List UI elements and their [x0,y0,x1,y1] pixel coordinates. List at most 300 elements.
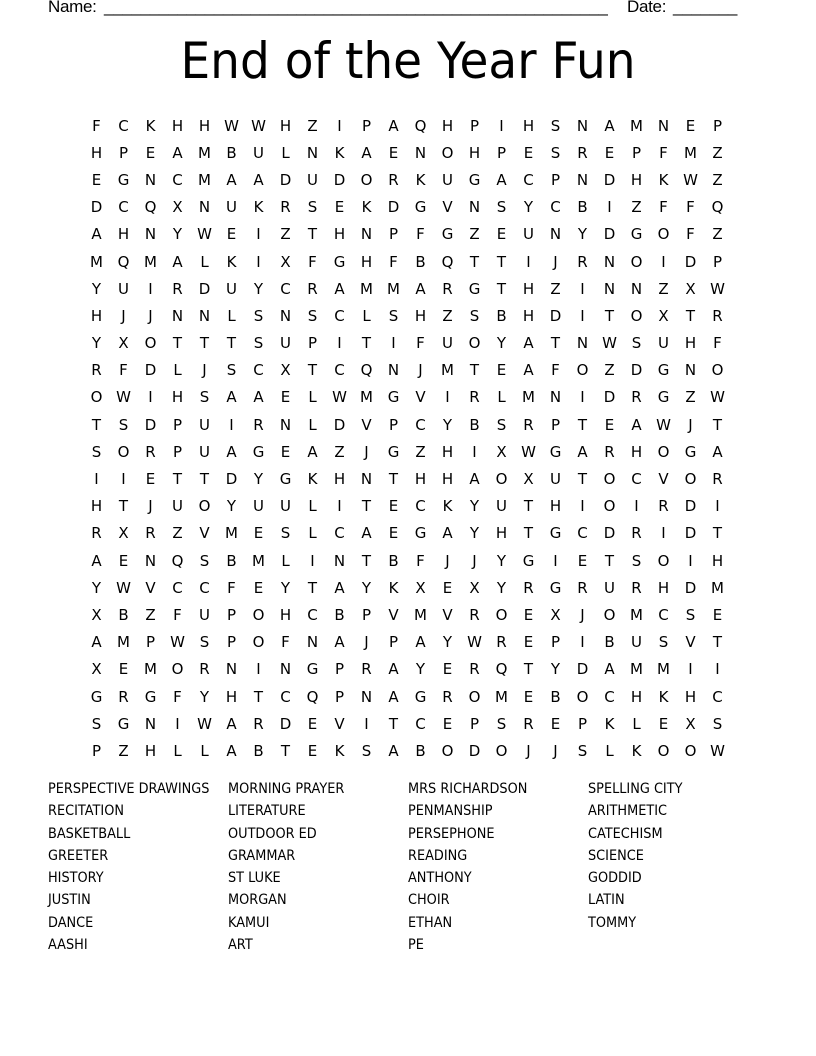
grid-letter[interactable]: R [307,279,318,298]
grid-letter[interactable]: Y [496,578,507,597]
grid-letter[interactable]: A [496,170,507,189]
grid-letter[interactable]: X [685,279,696,298]
grid-letter[interactable]: Q [495,660,508,679]
grid-letter[interactable]: F [119,361,128,380]
grid-letter[interactable]: Q [144,198,157,217]
grid-letter[interactable]: S [280,524,291,543]
grid-letter[interactable]: T [226,334,237,353]
grid-letter[interactable]: A [523,361,534,380]
grid-letter[interactable]: P [334,660,345,679]
grid-letter[interactable]: Z [172,524,183,543]
grid-letter[interactable]: W [710,279,725,298]
grid-letter[interactable]: L [173,361,182,380]
grid-letter[interactable]: Y [361,578,372,597]
grid-letter[interactable]: G [657,388,670,407]
grid-letter[interactable]: G [414,687,427,706]
grid-letter[interactable]: N [576,116,589,135]
grid-letter[interactable]: U [280,334,291,353]
grid-letter[interactable]: F [281,633,290,652]
grid-letter[interactable]: R [577,578,588,597]
grid-letter[interactable]: R [145,524,156,543]
grid-letter[interactable]: T [712,415,723,434]
grid-letter[interactable]: O [360,170,373,189]
grid-letter[interactable]: H [117,225,130,244]
grid-letter[interactable]: L [632,714,641,733]
grid-letter[interactable]: S [631,551,642,570]
grid-letter[interactable]: G [387,388,400,407]
grid-letter[interactable]: S [496,198,507,217]
grid-letter[interactable]: U [550,470,561,489]
grid-letter[interactable]: A [226,741,237,760]
grid-letter[interactable]: Z [658,279,669,298]
grid-letter[interactable]: E [523,633,534,652]
grid-letter[interactable]: T [118,497,129,516]
grid-letter[interactable]: Y [253,279,264,298]
grid-letter[interactable]: M [414,605,427,624]
grid-letter[interactable]: S [550,116,561,135]
grid-letter[interactable]: O [117,442,130,461]
grid-letter[interactable]: C [118,116,129,135]
grid-letter[interactable]: A [334,633,345,652]
grid-letter[interactable]: B [334,605,345,624]
grid-letter[interactable]: L [605,741,614,760]
grid-letter[interactable]: F [686,225,695,244]
grid-letter[interactable]: W [710,388,725,407]
grid-letter[interactable]: C [658,605,669,624]
grid-letter[interactable]: A [631,415,642,434]
grid-letter[interactable]: S [91,442,102,461]
grid-letter[interactable]: K [145,116,156,135]
grid-letter[interactable]: S [496,415,507,434]
grid-letter[interactable]: Q [171,551,184,570]
grid-letter[interactable]: H [441,442,454,461]
grid-letter[interactable]: D [603,388,616,407]
grid-letter[interactable]: C [280,279,291,298]
grid-letter[interactable]: V [442,198,453,217]
grid-letter[interactable]: E [523,605,534,624]
grid-letter[interactable]: E [604,415,615,434]
grid-letter[interactable]: D [468,741,481,760]
grid-letter[interactable]: Z [415,442,426,461]
grid-letter[interactable]: D [576,660,589,679]
grid-letter[interactable]: O [603,605,616,624]
grid-letter[interactable]: P [712,116,723,135]
grid-letter[interactable]: E [226,225,237,244]
grid-letter[interactable]: X [415,578,426,597]
grid-letter[interactable]: D [684,252,697,271]
grid-letter[interactable]: P [226,605,237,624]
grid-letter[interactable]: Q [117,252,130,271]
grid-letter[interactable]: R [496,633,507,652]
grid-letter[interactable]: D [630,361,643,380]
grid-letter[interactable]: W [251,116,266,135]
grid-letter[interactable]: U [253,143,264,162]
grid-letter[interactable]: R [577,143,588,162]
grid-letter[interactable]: E [550,714,561,733]
grid-letter[interactable]: E [523,687,534,706]
grid-letter[interactable]: E [280,442,291,461]
grid-letter[interactable]: T [523,497,534,516]
grid-letter[interactable]: H [144,741,157,760]
grid-letter[interactable]: D [603,170,616,189]
grid-letter[interactable]: E [388,497,399,516]
grid-letter[interactable]: E [523,143,534,162]
grid-letter[interactable]: I [553,551,558,570]
grid-letter[interactable]: U [631,633,642,652]
grid-letter[interactable]: A [442,524,453,543]
grid-letter[interactable]: K [442,497,453,516]
grid-letter[interactable]: Y [523,198,534,217]
grid-letter[interactable]: O [144,334,157,353]
grid-letter[interactable]: A [361,524,372,543]
grid-letter[interactable]: C [118,198,129,217]
grid-letter[interactable]: U [253,497,264,516]
grid-letter[interactable]: R [631,388,642,407]
grid-letter[interactable]: U [442,170,453,189]
grid-letter[interactable]: Q [360,361,373,380]
grid-letter[interactable]: A [334,578,345,597]
grid-letter[interactable]: A [388,687,399,706]
grid-letter[interactable]: H [657,578,670,597]
grid-letter[interactable]: Z [550,279,561,298]
grid-letter[interactable]: C [334,361,345,380]
grid-letter[interactable]: Z [442,306,453,325]
grid-letter[interactable]: B [253,741,264,760]
grid-letter[interactable]: Z [631,198,642,217]
grid-letter[interactable]: O [198,497,211,516]
grid-letter[interactable]: A [307,442,318,461]
grid-letter[interactable]: H [630,442,643,461]
grid-letter[interactable]: H [468,143,481,162]
grid-letter[interactable]: D [144,361,157,380]
grid-letter[interactable]: E [442,660,453,679]
grid-letter[interactable]: T [361,497,372,516]
grid-letter[interactable]: E [604,143,615,162]
grid-letter[interactable]: C [604,687,615,706]
grid-letter[interactable]: C [631,470,642,489]
grid-letter[interactable]: Z [145,605,156,624]
grid-letter[interactable]: I [607,198,612,217]
grid-letter[interactable]: O [630,252,643,271]
grid-letter[interactable]: M [198,143,211,162]
grid-letter[interactable]: Z [469,225,480,244]
grid-letter[interactable]: V [685,633,696,652]
grid-letter[interactable]: E [496,225,507,244]
grid-letter[interactable]: Z [334,442,345,461]
grid-letter[interactable]: C [172,578,183,597]
grid-letter[interactable]: W [197,225,212,244]
grid-letter[interactable]: K [388,578,399,597]
grid-letter[interactable]: S [91,714,102,733]
grid-letter[interactable]: D [549,306,562,325]
grid-letter[interactable]: G [549,524,562,543]
grid-letter[interactable]: O [657,741,670,760]
grid-letter[interactable]: N [603,252,616,271]
grid-letter[interactable]: S [118,415,129,434]
grid-letter[interactable]: H [684,687,697,706]
grid-letter[interactable]: M [198,170,211,189]
grid-letter[interactable]: R [631,524,642,543]
grid-letter[interactable]: T [496,252,507,271]
grid-letter[interactable]: G [117,170,130,189]
grid-letter[interactable]: I [337,497,342,516]
grid-letter[interactable]: F [173,687,182,706]
grid-letter[interactable]: J [121,306,126,325]
grid-letter[interactable]: M [252,551,265,570]
grid-letter[interactable]: A [604,660,615,679]
grid-letter[interactable]: C [334,306,345,325]
grid-letter[interactable]: I [472,442,477,461]
grid-letter[interactable]: G [90,687,103,706]
grid-letter[interactable]: Y [91,578,102,597]
grid-letter[interactable]: M [441,361,454,380]
grid-letter[interactable]: X [118,334,129,353]
grid-letter[interactable]: T [307,361,318,380]
grid-letter[interactable]: O [657,442,670,461]
grid-letter[interactable]: E [118,660,129,679]
grid-letter[interactable]: T [577,470,588,489]
grid-letter[interactable]: A [388,660,399,679]
grid-letter[interactable]: T [172,334,183,353]
grid-letter[interactable]: B [388,551,399,570]
grid-letter[interactable]: I [148,279,153,298]
grid-letter[interactable]: I [688,660,693,679]
grid-letter[interactable]: R [469,660,480,679]
grid-letter[interactable]: J [472,551,477,570]
grid-letter[interactable]: H [414,306,427,325]
grid-letter[interactable]: H [711,551,724,570]
grid-letter[interactable]: E [253,524,264,543]
grid-letter[interactable]: R [712,306,723,325]
grid-letter[interactable]: L [308,524,317,543]
grid-letter[interactable]: B [550,687,561,706]
grid-letter[interactable]: G [117,714,130,733]
grid-letter[interactable]: T [199,334,210,353]
grid-letter[interactable]: F [227,578,236,597]
grid-letter[interactable]: R [253,714,264,733]
grid-letter[interactable]: U [307,170,318,189]
grid-letter[interactable]: G [387,442,400,461]
grid-letter[interactable]: V [388,605,399,624]
grid-letter[interactable]: E [334,198,345,217]
grid-letter[interactable]: G [333,252,346,271]
grid-letter[interactable]: T [496,279,507,298]
grid-letter[interactable]: X [91,660,102,679]
grid-letter[interactable]: T [361,334,372,353]
grid-letter[interactable]: M [225,524,238,543]
grid-letter[interactable]: T [307,225,318,244]
grid-letter[interactable]: N [144,714,157,733]
grid-letter[interactable]: I [580,497,585,516]
grid-letter[interactable]: S [253,306,264,325]
grid-letter[interactable]: O [90,388,103,407]
grid-letter[interactable]: J [526,741,531,760]
grid-letter[interactable]: T [91,415,102,434]
grid-letter[interactable]: J [364,442,369,461]
grid-letter[interactable]: S [307,306,318,325]
grid-letter[interactable]: R [577,252,588,271]
grid-letter[interactable]: H [90,143,103,162]
grid-letter[interactable]: P [361,605,372,624]
grid-letter[interactable]: T [523,524,534,543]
grid-letter[interactable]: H [684,334,697,353]
grid-letter[interactable]: M [144,660,157,679]
grid-letter[interactable]: K [415,170,426,189]
grid-letter[interactable]: S [199,551,210,570]
grid-letter[interactable]: A [469,470,480,489]
grid-letter[interactable]: S [469,306,480,325]
grid-letter[interactable]: R [91,361,102,380]
grid-letter[interactable]: F [92,116,101,135]
grid-letter[interactable]: N [144,225,157,244]
grid-letter[interactable]: I [337,334,342,353]
grid-letter[interactable]: N [171,306,184,325]
grid-letter[interactable]: A [388,116,399,135]
grid-letter[interactable]: L [308,388,317,407]
grid-letter[interactable]: O [684,741,697,760]
grid-letter[interactable]: M [630,660,643,679]
grid-letter[interactable]: D [684,497,697,516]
grid-letter[interactable]: A [388,741,399,760]
grid-letter[interactable]: L [362,306,371,325]
grid-letter[interactable]: A [253,388,264,407]
grid-letter[interactable]: R [253,415,264,434]
grid-letter[interactable]: O [657,551,670,570]
grid-letter[interactable]: D [684,578,697,597]
grid-letter[interactable]: W [602,334,617,353]
grid-letter[interactable]: Z [118,741,129,760]
grid-letter[interactable]: H [522,306,535,325]
grid-letter[interactable]: E [307,741,318,760]
grid-letter[interactable]: T [685,306,696,325]
grid-letter[interactable]: R [91,524,102,543]
grid-letter[interactable]: H [171,116,184,135]
grid-letter[interactable]: A [172,143,183,162]
grid-letter[interactable]: D [333,415,346,434]
grid-letter[interactable]: R [172,279,183,298]
grid-letter[interactable]: Q [441,252,454,271]
grid-letter[interactable]: A [334,279,345,298]
grid-letter[interactable]: Z [280,225,291,244]
grid-letter[interactable]: F [416,334,425,353]
grid-letter[interactable]: I [445,388,450,407]
grid-letter[interactable]: Q [414,116,427,135]
grid-letter[interactable]: A [91,633,102,652]
grid-letter[interactable]: M [360,388,373,407]
grid-letter[interactable]: I [661,524,666,543]
grid-letter[interactable]: T [712,524,723,543]
grid-letter[interactable]: H [414,470,427,489]
grid-letter[interactable]: L [173,741,182,760]
grid-letter[interactable]: P [361,116,372,135]
grid-letter[interactable]: N [576,170,589,189]
grid-letter[interactable]: M [387,279,400,298]
grid-letter[interactable]: U [199,415,210,434]
grid-letter[interactable]: Y [199,687,210,706]
grid-letter[interactable]: G [414,198,427,217]
grid-letter[interactable]: Q [306,687,319,706]
grid-letter[interactable]: N [306,143,319,162]
grid-letter[interactable]: I [256,252,261,271]
grid-letter[interactable]: E [685,116,696,135]
grid-letter[interactable]: Y [496,551,507,570]
grid-letter[interactable]: T [469,252,480,271]
grid-letter[interactable]: I [580,388,585,407]
grid-letter[interactable]: N [144,170,157,189]
grid-letter[interactable]: I [715,497,720,516]
grid-letter[interactable]: G [684,442,697,461]
grid-letter[interactable]: M [630,605,643,624]
grid-letter[interactable]: R [712,470,723,489]
grid-letter[interactable]: L [200,741,209,760]
grid-letter[interactable]: N [414,143,427,162]
grid-letter[interactable]: Q [711,198,724,217]
grid-letter[interactable]: C [280,687,291,706]
grid-letter[interactable]: R [523,415,534,434]
grid-letter[interactable]: T [361,551,372,570]
grid-letter[interactable]: L [200,252,209,271]
grid-letter[interactable]: A [226,388,237,407]
grid-letter[interactable]: T [712,633,723,652]
grid-letter[interactable]: I [337,116,342,135]
grid-letter[interactable]: F [416,225,425,244]
grid-letter[interactable]: T [469,361,480,380]
grid-letter[interactable]: U [496,497,507,516]
grid-letter[interactable]: G [144,687,157,706]
grid-letter[interactable]: A [712,442,723,461]
grid-letter[interactable]: N [603,279,616,298]
grid-letter[interactable]: K [604,714,615,733]
grid-letter[interactable]: N [657,116,670,135]
grid-letter[interactable]: N [549,388,562,407]
grid-letter[interactable]: D [90,198,103,217]
grid-letter[interactable]: G [279,470,292,489]
grid-letter[interactable]: Z [712,225,723,244]
grid-letter[interactable]: T [604,306,615,325]
grid-letter[interactable]: R [658,497,669,516]
grid-letter[interactable]: C [415,714,426,733]
grid-letter[interactable]: M [711,578,724,597]
grid-letter[interactable]: Y [415,660,426,679]
grid-letter[interactable]: G [657,361,670,380]
grid-letter[interactable]: T [604,551,615,570]
grid-letter[interactable]: U [523,225,534,244]
grid-letter[interactable]: Y [280,578,291,597]
grid-letter[interactable]: A [226,442,237,461]
grid-letter[interactable]: P [91,741,102,760]
grid-letter[interactable]: W [521,442,536,461]
grid-letter[interactable]: P [118,143,129,162]
grid-letter[interactable]: H [630,170,643,189]
grid-letter[interactable]: K [334,143,345,162]
grid-letter[interactable]: M [90,252,103,271]
grid-letter[interactable]: D [279,170,292,189]
grid-letter[interactable]: C [253,361,264,380]
grid-letter[interactable]: S [307,198,318,217]
grid-letter[interactable]: W [656,415,671,434]
grid-letter[interactable]: M [657,660,670,679]
grid-letter[interactable]: P [388,633,399,652]
grid-letter[interactable]: B [577,198,588,217]
grid-letter[interactable]: O [171,660,184,679]
grid-letter[interactable]: F [659,198,668,217]
grid-letter[interactable]: R [442,687,453,706]
grid-letter[interactable]: J [202,361,207,380]
grid-letter[interactable]: N [279,660,292,679]
grid-letter[interactable]: D [387,198,400,217]
grid-letter[interactable]: I [715,660,720,679]
grid-letter[interactable]: P [334,687,345,706]
